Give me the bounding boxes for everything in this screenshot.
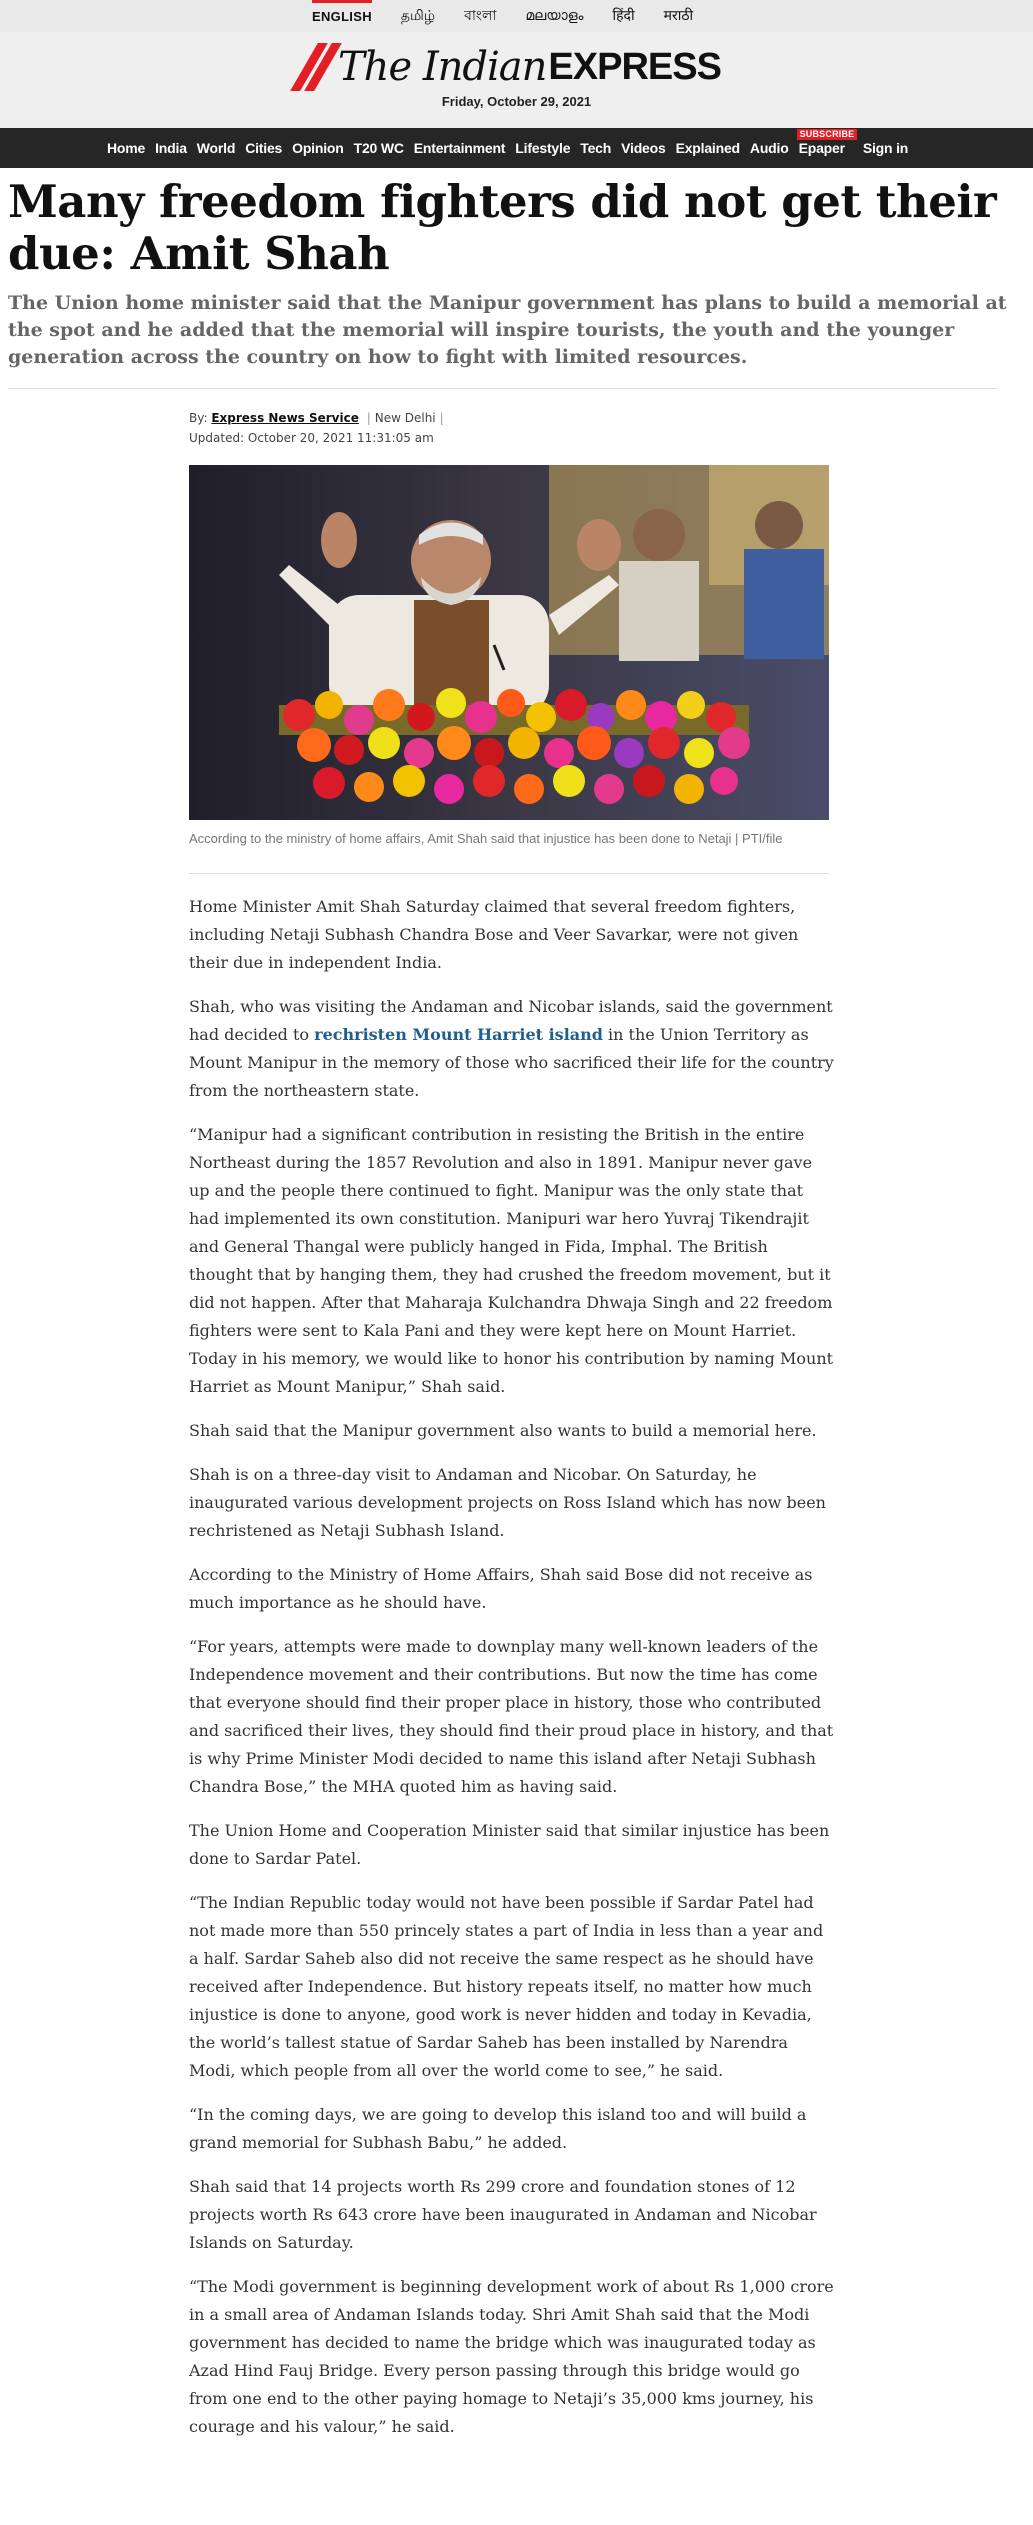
language-list <box>312 0 722 32</box>
masthead <box>0 32 1033 128</box>
paragraph: “The Modi government is beginning development work of about Rs 1,000 crore in a small area of Andaman Islands today. Shri Amit Shah said that the Modi government has decided to name the bridge which was inaugurated today as Azad Hind Fauj Bridge. Every person passing through this bridge would go from one end to the other paying homage to Netaji’s 35,000 kms journey, his courage and his valour,” he said. <box>189 2277 834 2436</box>
nav-item-audio[interactable]: Audio <box>749 140 789 156</box>
subscribe-badge[interactable]: SUBSCRIBE <box>797 129 858 140</box>
lang-english[interactable]: ENGLISH <box>312 0 372 32</box>
sign-in-link[interactable]: Sign in <box>862 140 909 156</box>
lang-bangla[interactable]: বাংলা <box>464 7 497 23</box>
lang-marathi[interactable]: मराठी <box>663 7 694 23</box>
byline-row <box>189 408 448 428</box>
nav-item-home[interactable]: Home <box>107 140 146 156</box>
nav-item-epaper[interactable]: Epaper <box>798 140 845 156</box>
nav-item-india[interactable]: India <box>155 140 187 156</box>
nav-item-world[interactable]: World <box>196 140 236 156</box>
lang-malayalam[interactable]: മലയാളം <box>525 7 584 23</box>
article-headline: Many freedom fighters did not get their due: Amit Shah <box>8 175 997 280</box>
nav-item-lifestyle[interactable]: Lifestyle <box>515 140 571 156</box>
paragraph: Shah is on a three-day visit to Andaman and Nicobar. On Saturday, he inaugurated various development projects on Ross Island which has now been rechristened as Netaji Subhash Island. <box>189 1465 826 1540</box>
current-date: Friday, October 29, 2021 <box>441 94 592 109</box>
byline-separator: | <box>366 411 371 425</box>
paragraph: “In the coming days, we are going to develop this island too and will build a grand memorial for Subhash Babu,” he added. <box>189 2105 807 2152</box>
paragraph: The Union Home and Cooperation Minister said that similar injustice has been done to Sardar Patel. <box>189 1821 830 1868</box>
nav-item-entertainment[interactable]: Entertainment <box>413 140 506 156</box>
nav-item-videos[interactable]: Videos <box>621 140 666 156</box>
lang-tamil[interactable]: தமிழ் <box>400 7 436 23</box>
image-caption: According to the ministry of home affairs, Amit Shah said that injustice has been done to Netaji | PTI/file <box>189 831 783 846</box>
paragraph: “For years, attempts were made to downplay many well-known leaders of the Independence movement and their contributions. But now the time has come that everyone should find their proper place in history, those who contributed and sacrificed their lives, they should find their proud place in history, and that is why Prime Minister Modi decided to name this island after Netaji Subhash Chandra Bose,” the MHA quoted him as having said. <box>189 1637 834 1796</box>
rechristen-mount-harriet-link[interactable]: rechristen Mount Harriet island <box>314 1025 603 1044</box>
nav-item-opinion[interactable]: Opinion <box>292 140 344 156</box>
main-nav <box>0 128 1033 168</box>
paragraph: According to the Ministry of Home Affairs, Shah said Bose did not receive as much importance as he should have. <box>189 1565 813 1612</box>
nav-item-tech[interactable]: Tech <box>580 140 612 156</box>
nav-item-cities[interactable]: Cities <box>245 140 283 156</box>
nav-list <box>107 128 918 168</box>
article-byline <box>189 408 448 448</box>
hero-illustration <box>189 465 829 820</box>
paragraph: Home Minister Amit Shah Saturday claimed that several freedom fighters, including Netaji Subhash Chandra Bose and Veer Savarkar, were not given their due in independent India. <box>189 897 799 972</box>
lang-hindi[interactable]: हिंदी <box>612 7 635 23</box>
byline-separator: | <box>439 411 444 425</box>
nav-item-explained[interactable]: Explained <box>675 140 740 156</box>
paragraph: Shah said that the Manipur government also wants to build a memorial here. <box>189 1421 817 1440</box>
logo-text-express: EXPRESS <box>548 45 721 88</box>
caption-divider <box>189 873 829 874</box>
author-link[interactable]: Express News Service <box>211 411 359 425</box>
paragraph: “Manipur had a significant contribution in resisting the British in the entire Northeast during the 1857 Revolution and also in 1891. Manipur never gave up and the people there continued to fight. Manipur was the only state that had implemented its own constitution. Manipuri war hero Yuvraj Tikendrajit and General Thangal were publicly hanged in Fida, Imphal. The British thought that by hanging them, they had crushed the freedom movement, but it did not happen. After that Maharaja Kulchandra Dhwaja Singh and 22 freedom fighters were sent to Kala Pani and they were kept here on Mount Harriet. Today in his memory, we would like to honor his contribution by naming Mount Harriet as Mount Manipur,” Shah said. <box>189 1125 834 1396</box>
paragraph-text: Shah, who was visiting the Andaman and Nicobar islands, said the government had decided to <box>189 997 833 1044</box>
updated-timestamp: Updated: October 20, 2021 11:31:05 am <box>189 431 434 445</box>
logo-mark-icon <box>298 45 332 89</box>
site-logo[interactable] <box>298 40 721 94</box>
byline-location: New Delhi <box>374 411 436 425</box>
article-body <box>189 893 834 2457</box>
logo-text-the-indian: The Indian <box>338 44 547 90</box>
paragraph: Shah said that 14 projects worth Rs 299 crore and foundation stones of 12 projects worth Rs 643 crore have been inaugurated in Andaman and Nicobar Islands on Saturday. <box>189 2177 817 2252</box>
byline-prefix: By: <box>189 411 208 425</box>
article-hero-image <box>189 465 829 820</box>
paragraph: “The Indian Republic today would not have been possible if Sardar Patel had not made more than 550 princely states a part of India in less than a year and a half. Sardar Saheb also did not receive the same respect as he should have received after Independence. But history repeats itself, no matter how much injustice is done to anyone, good work is never hidden and today in Kevadia, the world’s tallest statue of Sardar Saheb has been installed by Narendra Modi, which people from all over the world come to see,” he said. <box>189 1893 824 2080</box>
article-standfirst: The Union home minister said that the Manipur government has plans to build a memorial at the spot and he added that the memorial will inspire tourists, the youth and the younger generation across the country on how to fight with limited resources. <box>8 292 1007 368</box>
language-bar <box>0 0 1033 32</box>
paragraph-text: in the Union Territory as Mount Manipur in the memory of those who sacrificed their life for the country from the northeastern state. <box>189 1025 834 1100</box>
nav-item-t20-wc[interactable]: T20 WC <box>353 140 404 156</box>
nav-item-epaper-wrap <box>798 128 855 168</box>
paragraph <box>189 993 834 1105</box>
headline-divider <box>8 388 998 389</box>
